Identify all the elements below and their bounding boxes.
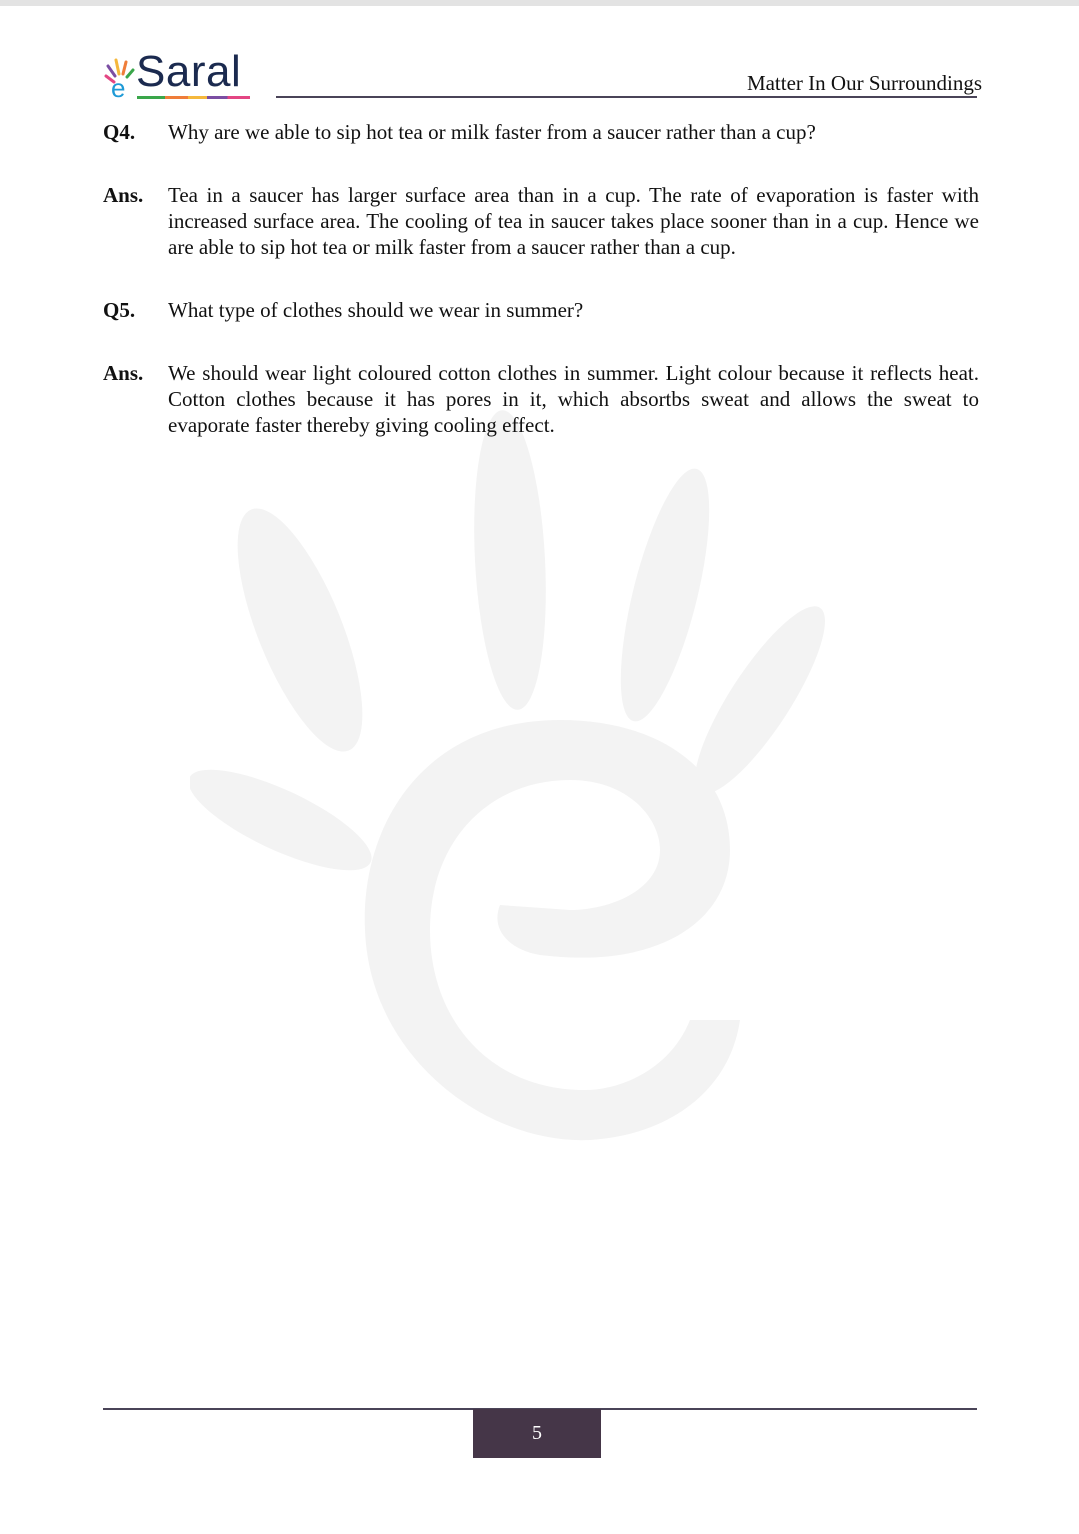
question-label: Q5.	[103, 298, 136, 322]
answer-text: We should wear light coloured cotton clothes in summer. Light colour because it reflects heat. Cotton clothes because it has pores in it, which absortbs sweat and allows the sweat to evaporate faster thereby giving cooling effect.	[168, 361, 979, 437]
page-number	[473, 1409, 601, 1458]
question-text: What type of clothes should we wear in summer?	[168, 298, 584, 322]
answer-q5	[103, 360, 979, 438]
svg-text:e: e	[111, 73, 126, 100]
header-rule	[276, 96, 977, 98]
logo-underline	[137, 96, 250, 99]
answer-label: Ans.	[103, 183, 144, 207]
question-q4	[103, 119, 979, 145]
watermark-hand-icon	[190, 410, 840, 1150]
question-label: Q4.	[103, 120, 136, 144]
page-number-text: 5	[532, 1422, 542, 1444]
answer-text: Tea in a saucer has larger surface area than in a cup. The rate of evaporation is faster with increased surface area. The cooling of tea in saucer takes place sooner than in a cup. Hence we are able to sip hot tea or milk faster from a saucer rather than a cup.	[168, 183, 979, 259]
logo-text: Saral	[136, 47, 242, 96]
answer-q4	[103, 182, 979, 260]
top-border	[0, 0, 1079, 6]
esaral-logo	[102, 47, 252, 100]
question-q5	[103, 297, 979, 323]
chapter-title: Matter In Our Surroundings	[746, 71, 982, 95]
question-text: Why are we able to sip hot tea or milk faster from a saucer rather than a cup?	[168, 120, 816, 144]
answer-label: Ans.	[103, 361, 144, 385]
